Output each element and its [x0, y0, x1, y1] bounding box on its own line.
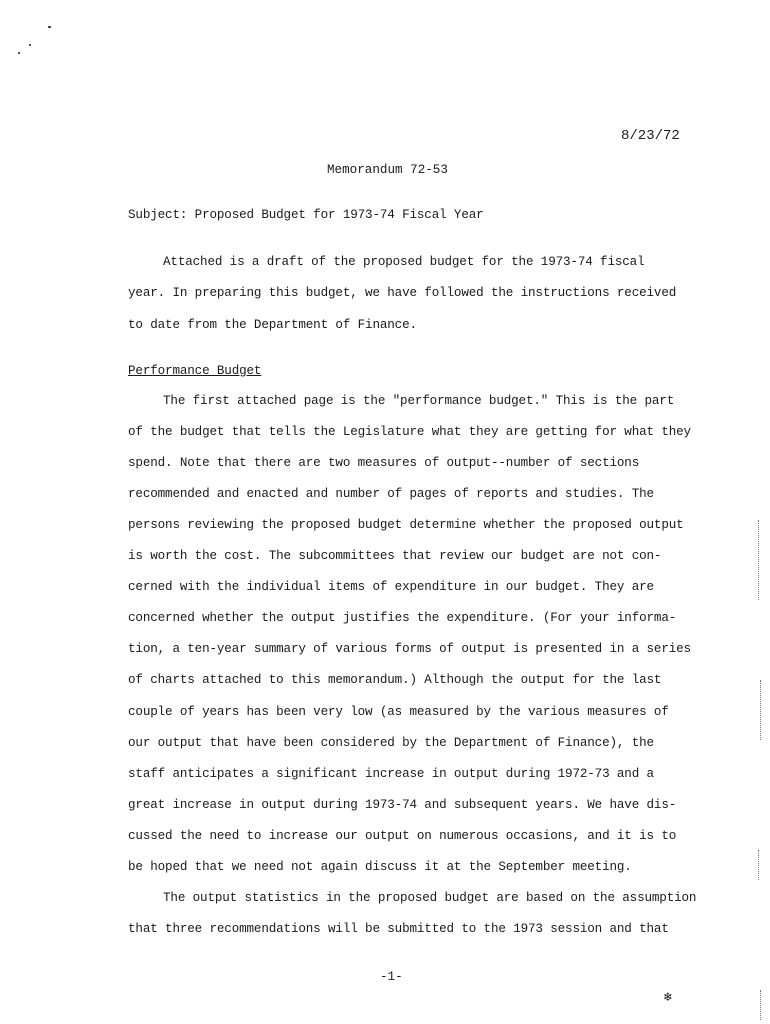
performance-line: staff anticipates a significant increase in output during 1972-73 and a [128, 767, 654, 781]
performance-line: spend. Note that there are two measures of output--number of sections [128, 456, 640, 470]
scan-speck [29, 44, 31, 46]
performance-line: cerned with the individual items of expenditure in our budget. They are [128, 580, 654, 594]
scan-edge-marks [758, 520, 760, 600]
memo-subject: Subject: Proposed Budget for 1973-74 Fiscal Year [128, 208, 484, 222]
performance-line: concerned whether the output justifies the expenditure. (For your informa- [128, 611, 677, 625]
performance-line: great increase in output during 1973-74 and subsequent years. We have dis- [128, 798, 677, 812]
performance-line: cussed the need to increase our output on numerous occasions, and it is to [128, 829, 677, 843]
intro-line: year. In preparing this budget, we have followed the instructions received [128, 286, 677, 300]
output-line: The output statistics in the proposed budget are based on the assumption [163, 891, 697, 905]
performance-line: tion, a ten-year summary of various forms of output is presented in a series [128, 642, 691, 656]
section-heading: Performance Budget [128, 364, 262, 378]
page-number: -1- [380, 970, 403, 984]
performance-line: The first attached page is the "performance budget." This is the part [163, 394, 675, 408]
performance-line: couple of years has been very low (as measured by the various measures of [128, 705, 669, 719]
performance-line: of the budget that tells the Legislature what they are getting for what they [128, 425, 691, 439]
intro-line: to date from the Department of Finance. [128, 318, 417, 332]
performance-line: our output that have been considered by the Department of Finance), the [128, 736, 654, 750]
scan-edge-marks [760, 680, 762, 740]
scan-edge-marks [758, 850, 760, 880]
performance-line: be hoped that we need not again discuss it at the September meeting. [128, 860, 632, 874]
memo-date: 8/23/72 [621, 128, 680, 144]
scan-edge-marks [760, 990, 762, 1020]
output-line: that three recommendations will be submitted to the 1973 session and that [128, 922, 669, 936]
performance-line: recommended and enacted and number of pages of reports and studies. The [128, 487, 654, 501]
ink-blot-icon: ❄ [664, 990, 672, 1005]
scan-speck [48, 26, 51, 28]
intro-line: Attached is a draft of the proposed budget for the 1973-74 fiscal [163, 255, 645, 269]
performance-line: persons reviewing the proposed budget determine whether the proposed output [128, 518, 684, 532]
scan-speck [18, 52, 20, 54]
memo-title: Memorandum 72-53 [327, 163, 448, 177]
performance-line: of charts attached to this memorandum.) Although the output for the last [128, 673, 662, 687]
performance-line: is worth the cost. The subcommittees that review our budget are not con- [128, 549, 662, 563]
